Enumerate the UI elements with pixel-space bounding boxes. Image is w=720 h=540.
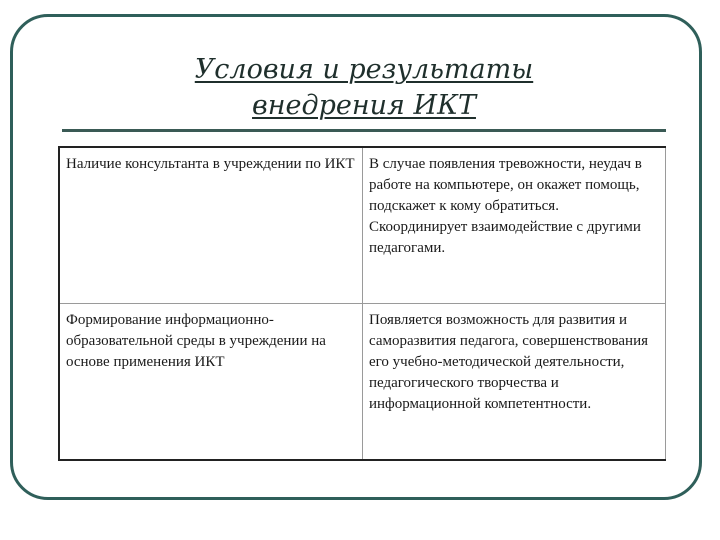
condition-text: Наличие консультанта в учреждении по ИКТ [66, 156, 355, 172]
condition-cell [59, 304, 363, 461]
table-row [59, 304, 666, 461]
condition-text: Формирование информационно-образовательной среды в учреждении на основе применения ИКТ [66, 312, 326, 370]
result-cell [363, 304, 666, 461]
title-divider [62, 129, 666, 132]
slide-title [60, 52, 668, 124]
title-line-1: Условия и результаты [194, 54, 534, 85]
result-text: Появляется возможность для развития и саморазвития педагога, совершенствования его учебно-методической деятельности, педагогического творчества и информационной компетентности. [369, 312, 649, 412]
title-line-2: внедрения ИКТ [252, 90, 476, 121]
conditions-results-table [58, 146, 666, 461]
result-cell [363, 147, 666, 304]
result-text: В случае появления тревожности, неудач в работе на компьютере, он окажет помощь, подскажет к кому обратиться. Скоординирует взаимодействие с другими педагогами. [369, 156, 642, 256]
table-row [59, 147, 666, 304]
condition-cell [59, 147, 363, 304]
